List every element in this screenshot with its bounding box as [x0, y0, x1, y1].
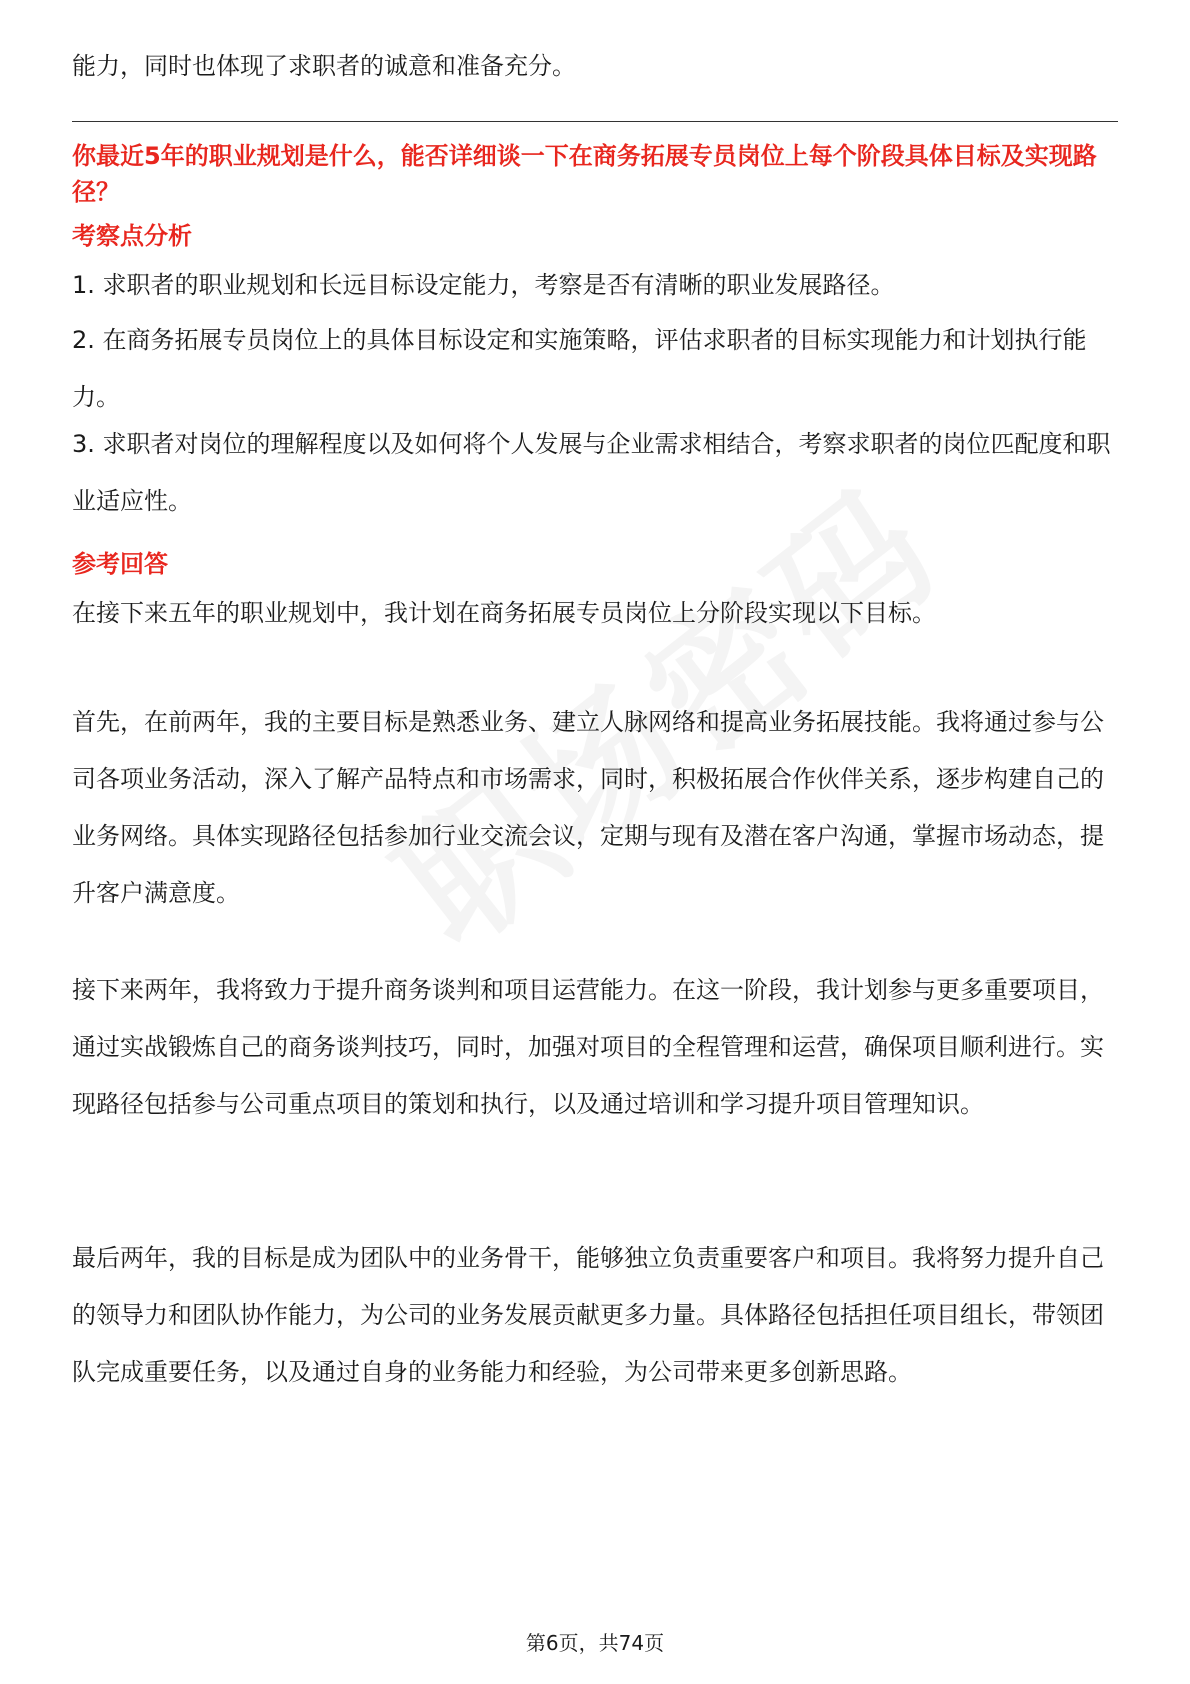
analysis-point-2: 2. 在商务拓展专员岗位上的具体目标设定和实施策略，评估求职者的目标实现能力和计划执行能力。 [72, 326, 1087, 411]
question-title: 你最近5年的职业规划是什么，能否详细谈一下在商务拓展专员岗位上每个阶段具体目标及实现路径？ [72, 142, 1097, 206]
answer-paragraph-2: 首先，在前两年，我的主要目标是熟悉业务、建立人脉网络和提高业务拓展技能。我将通过参与公司各项业务活动，深入了解产品特点和市场需求，同时，积极拓展合作伙伴关系，逐步构建自己的业务网络。具体实现路径包括参加行业交流会议，定期与现有及潜在客户沟通，掌握市场动态，提升客户满意度。 [72, 708, 1104, 907]
answer-paragraph-3: 接下来两年，我将致力于提升商务谈判和项目运营能力。在这一阶段，我计划参与更多重要项目，通过实战锻炼自己的商务谈判技巧，同时，加强对项目的全程管理和运营，确保项目顺利进行。实现路径包括参与公司重点项目的策划和执行，以及通过培训和学习提升项目管理知识。 [72, 976, 1104, 1118]
intro-line: 能力，同时也体现了求职者的诚意和准备充分。 [72, 52, 576, 80]
page-footer: 第6页，共74页 [525, 1631, 665, 1655]
answer-paragraph-4: 最后两年，我的目标是成为团队中的业务骨干，能够独立负责重要客户和项目。我将努力提升自己的领导力和团队协作能力，为公司的业务发展贡献更多力量。具体路径包括担任项目组长，带领团队完成重要任务，以及通过自身的业务能力和经验，为公司带来更多创新思路。 [72, 1244, 1104, 1386]
section-divider [72, 121, 1118, 122]
answer-paragraph-1: 在接下来五年的职业规划中，我计划在商务拓展专员岗位上分阶段实现以下目标。 [72, 599, 936, 627]
analysis-heading: 考察点分析 [72, 222, 192, 250]
answer-heading: 参考回答 [72, 550, 168, 578]
analysis-point-3: 3. 求职者对岗位的理解程度以及如何将个人发展与企业需求相结合，考察求职者的岗位匹配度和职业适应性。 [72, 430, 1111, 515]
analysis-point-1: 1. 求职者的职业规划和长远目标设定能力，考察是否有清晰的职业发展路径。 [72, 271, 895, 299]
